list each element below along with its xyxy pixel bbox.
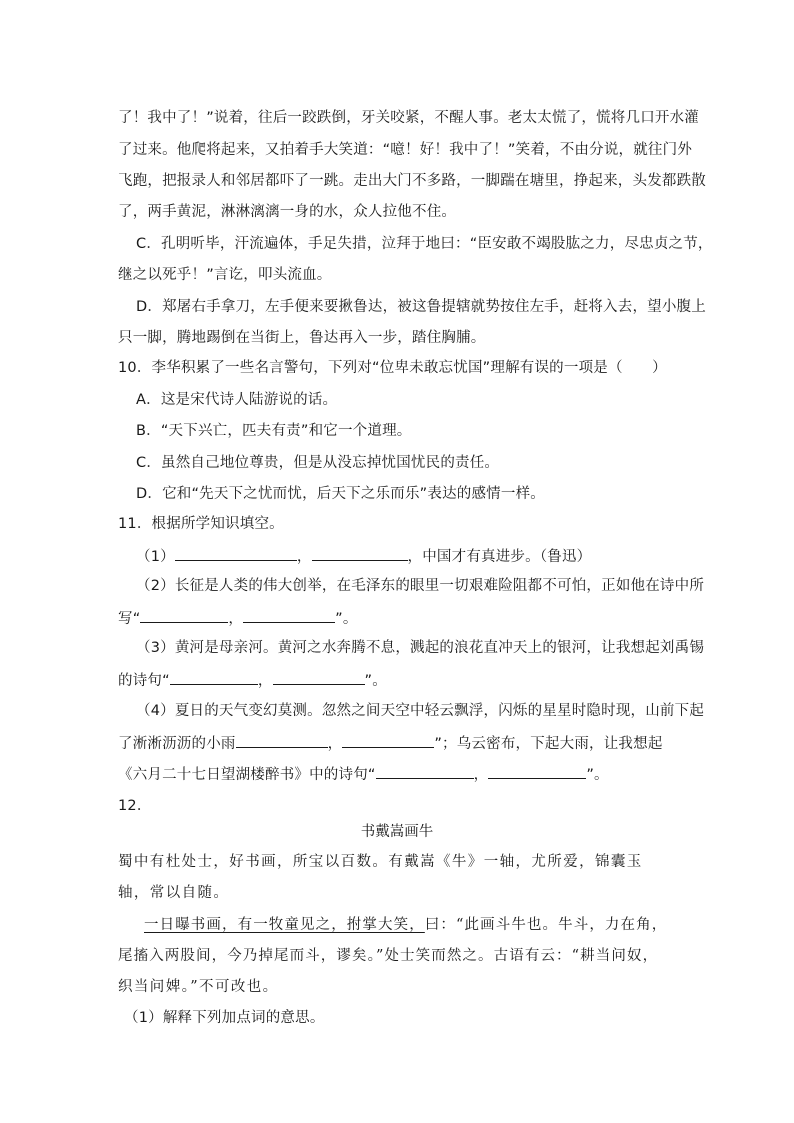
q11-p3-separator: ， [257, 673, 273, 689]
q11-part-4-line-2 [118, 733, 663, 754]
q9-option-c-line-1: C．孔明听毕，汗流遍体，手足失措，泣拜于地曰：“臣安敢不竭股肱之力，尽忠贞之节， [136, 236, 713, 252]
q11-p3-head: 的诗句“ [118, 673, 170, 689]
q11-p3-tail: ”。 [364, 673, 387, 689]
q11-p4-blank-4[interactable] [488, 764, 586, 779]
q11-p2-blank-2[interactable] [243, 608, 335, 623]
q10-stem: 10．李华积累了一些名言警句，下列对“位卑未敢忘忧国”理解有误的一项是（ ） [118, 360, 667, 376]
q11-p3-blank-1[interactable] [170, 670, 258, 685]
q11-p4-separator: ， [327, 736, 343, 752]
q11-p4-line-3-separator: ， [473, 767, 489, 783]
q11-p1-blank-2[interactable] [312, 546, 408, 561]
q9-option-d-line-2: 只一脚，腾地踢倒在当街上，鲁达再入一步，踏住胸脯。 [118, 330, 486, 346]
q9-option-c-line-2: 继之以死乎！”言讫，叩头流血。 [118, 267, 332, 283]
q11-part-1-number: （1） [136, 549, 175, 565]
q12-passage-line-3 [144, 915, 667, 935]
q11-stem: 11．根据所学知识填空。 [118, 516, 284, 532]
q9-option-d-line-1: D．郑屠右手拿刀，左手便来要揪鲁达，被这鲁提辖就势按住左手，赶将入去，望小腹上 [136, 299, 706, 315]
q11-p1-separator: ， [296, 549, 312, 565]
q11-part-3-line-1: （3）黄河是母亲河。黄河之水奔腾不息，溅起的浪花直冲天上的银河，让我想起刘禹锡 [136, 640, 705, 656]
q11-part-2-line-1: （2）长征是人类的伟大创举，在毛泽东的眼里一切艰难险阻都不可怕，正如他在诗中所 [136, 578, 705, 594]
q12-passage-title: 书戴嵩画牛 [360, 824, 434, 840]
q9-option-b-line-2: 了过来。他爬将起来，又拍着手大笑道：“噫！好！我中了！”笑着，不由分说，就往门外 [118, 142, 693, 158]
q11-p4-blank-3[interactable] [376, 764, 474, 779]
q10-option-b: B．“天下兴亡，匹夫有责”和它一个道理。 [136, 423, 412, 439]
q11-p2-tail: ”。 [335, 611, 358, 627]
q11-p2-separator: ， [228, 611, 244, 627]
q11-p2-head: 写“ [118, 611, 141, 627]
q9-option-b-line-4: 了，两手黄泥，淋淋漓漓一身的水，众人拉他不住。 [118, 204, 457, 220]
q11-part-1 [136, 546, 591, 567]
q12-passage-line-2: 轴，常以自随。 [118, 885, 230, 901]
q12-underlined-sentence: 一日曝书画，有一牧童见之，拊掌大笑， [144, 917, 425, 933]
q11-p1-blank-1[interactable] [175, 546, 297, 561]
q12-passage-line-1: 蜀中有杜处士，好书画，所宝以百数。有戴嵩《牛》一轴，尤所爱，锦囊玉 [118, 854, 643, 870]
q10-option-d: D．它和“先天下之忧而忧，后天下之乐而乐”表达的感情一样。 [136, 486, 545, 502]
q11-p4-line-3-head: 《六月二十七日望湖楼醉书》中的诗句“ [118, 767, 376, 783]
q11-p4-line-3-tail: ”。 [586, 767, 609, 783]
q12-passage-line-3-rest: 曰：“此画斗牛也。牛斗，力在角， [424, 917, 668, 933]
q10-option-a: A．这是宋代诗人陆游说的话。 [136, 392, 338, 408]
q11-part-2-line-2 [118, 608, 358, 629]
q12-number: 12． [118, 798, 152, 814]
q11-p4-head: 了淅淅沥沥的小雨 [118, 736, 236, 752]
q12-passage-line-4: 尾搐入两股间，今乃掉尾而斗，谬矣。”处士笑而然之。古语有云：“耕当问奴， [118, 948, 659, 964]
q10-option-c: C．虽然自己地位尊贵，但是从没忘掉忧国忧民的责任。 [136, 455, 500, 471]
q11-p4-blank-2[interactable] [342, 733, 434, 748]
q11-p4-blank-1[interactable] [236, 733, 328, 748]
q11-p2-blank-1[interactable] [140, 608, 228, 623]
q9-option-b-line-3: 飞跑，把报录人和邻居都吓了一跳。走出大门不多路，一脚踹在塘里，挣起来，头发都跌散 [118, 173, 706, 189]
q11-p3-blank-2[interactable] [273, 670, 365, 685]
q11-part-4-line-1: （4）夏日的天气变幻莫测。忽然之间天空中轻云飘浮，闪烁的星星时隐时现，山前下起 [136, 703, 705, 719]
q12-subquestion-1: （1）解释下列加点词的意思。 [124, 1010, 325, 1026]
q11-part-3-line-2 [118, 670, 387, 691]
q12-passage-line-5: 织当问婢。”不可改也。 [118, 979, 279, 995]
q11-p1-tail: ，中国才有真进步。（鲁迅） [407, 549, 592, 565]
q11-p4-line-2-tail: ”；乌云密布，下起大雨，让我想起 [434, 736, 663, 752]
q11-part-4-line-3 [118, 764, 609, 785]
q9-option-b-line-1: 了！我中了！”说着，往后一跤跌倒，牙关咬紧，不醒人事。老太太慌了，慌将几口开水灌 [118, 110, 700, 126]
